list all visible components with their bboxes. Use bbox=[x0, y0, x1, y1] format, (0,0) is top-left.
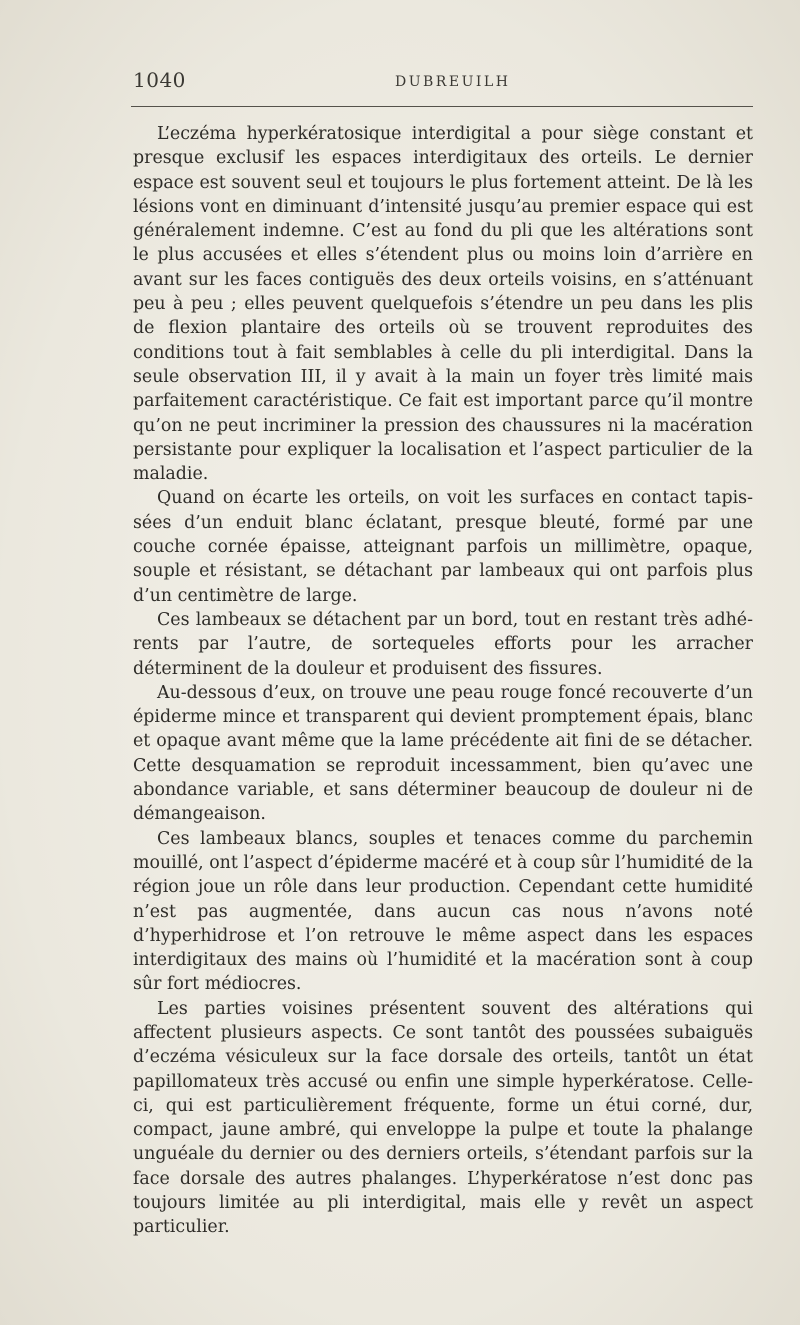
page-number: 1040 bbox=[133, 68, 186, 92]
paragraph-5: Ces lambeaux blancs, souples et tenaces comme du parchemin mouillé, ont l’aspect d’épiderme macéré et à coup sûr l’humidité de la région joue un rôle dans leur production. Cependant cette humidité n’est pas augmentée, dans aucun cas nous n’avons noté d’hyperhidrose et l’on retrouve le même aspect dans les espaces interdigitaux des mains où l’humidité et la macération sont à coup sûr fort médiocres. bbox=[133, 828, 753, 995]
paragraph-2: Quand on écarte les orteils, on voit les surfaces en contact tapissées d’un enduit blanc éclatant, presque bleuté, formé par une couche cornée épaisse, atteignant parfois un millimètre, opaque, souple et résistant, se détachant par lambeaux qui ont parfois plus d’un centimètre de large. bbox=[133, 488, 753, 606]
running-head: DUBREUILH bbox=[395, 74, 511, 90]
paragraph-1: L’eczéma hyperkératosique interdigital a pour siège constant et presque exclusif les espaces interdigitaux des orteils. Le dernier espace est souvent seul et toujours le plus fortement atteint. De là les lésions vont en diminuant d’intensité jusqu’au premier espace qui est généralement indemne. C’est au fond du pli que les altérations sont le plus accusées et elles s’étendent plus ou moins loin d’arrière en avant sur les faces contiguës des deux orteils voisins, en s’atténuant peu à peu ; elles peuvent quelquefois s’étendre un peu dans les plis de flexion plantaire des orteils où se trouvent reproduites des conditions tout à fait semblables à celle du pli interdigital. Dans la seule observation III, il y avait à la main un foyer très limité mais parfaitement caractéristique. Ce fait est important parce qu’il montre qu’on ne peut incriminer la pression des chaussures ni la macération persistante pour expliquer la localisation et l’aspect particulier de la maladie. bbox=[133, 124, 753, 485]
body-text bbox=[133, 122, 753, 1240]
paragraph-6: Les parties voisines présentent souvent des altérations qui affectent plusieurs aspects. Ce sont tantôt des poussées subaiguës d’eczéma vésiculeux sur la face dorsale des orteils, tantôt un état papillomateux très accusé ou enfin une simple hyperkératose. Celle-ci, qui est particulièrement fréquente, forme un étui corné, dur, compact, jaune ambré, qui enveloppe la pulpe et toute la phalange unguéale du dernier ou des derniers orteils, s’étendant parfois sur la face dorsale des autres phalanges. L’hyperkératose n’est donc pas toujours limitée au pli interdigital, mais elle y revêt un aspect particulier. bbox=[133, 998, 753, 1238]
page-header bbox=[133, 68, 753, 100]
paragraph-3: Ces lambeaux se détachent par un bord, tout en restant très adhérents par l’autre, de sortequeles efforts pour les arracher déterminent de la douleur et produisent des fissures. bbox=[133, 609, 753, 679]
paragraph-4: Au-dessous d’eux, on trouve une peau rouge foncé recouverte d’un épiderme mince et transparent qui devient promptement épais, blanc et opaque avant même que la lame précédente ait fini de se détacher. Cette desquamation se reproduit incessamment, bien qu’avec une abondance variable, et sans déterminer beaucoup de douleur ni de démangeaison. bbox=[133, 682, 753, 825]
header-rule bbox=[131, 106, 753, 107]
